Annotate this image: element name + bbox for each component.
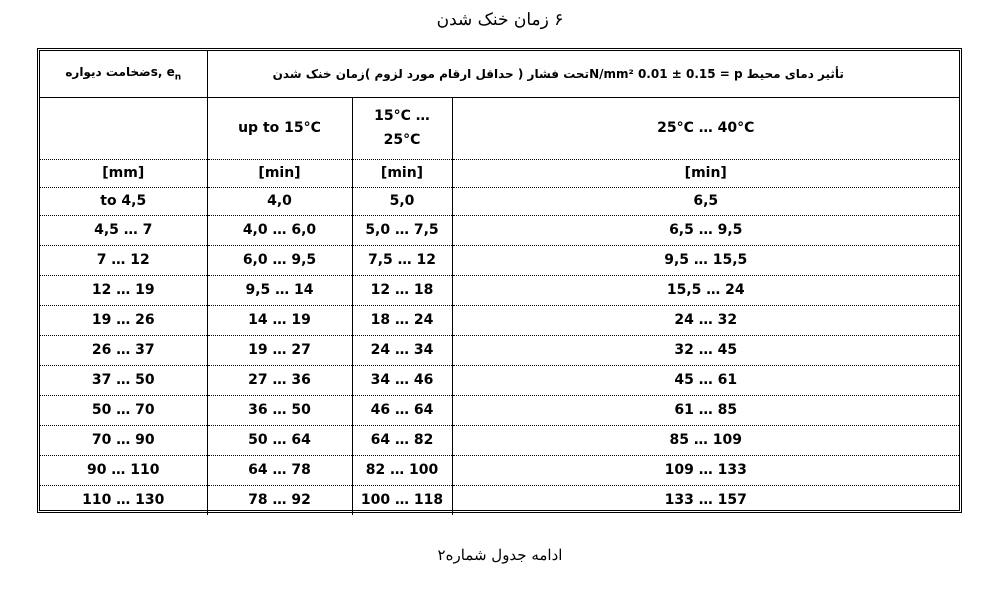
table-row (40, 395, 959, 425)
cooling-time-header: تأثیر دمای محیط N/mm² 0.01 ± 0.15 = pتحت فشار ( حداقل ارقام مورد لزوم )زمان خنک شدن (207, 51, 959, 97)
table-cell: 27 … 36 (207, 365, 352, 395)
table-cell: 70 … 90 (40, 425, 207, 455)
table-cell: to 4,5 (40, 187, 207, 215)
table-cell: 5,0 … 7,5 (352, 215, 452, 245)
table-row (40, 305, 959, 335)
temp-cell-empty (40, 97, 207, 159)
table-row (40, 335, 959, 365)
table-cell: 12 … 19 (40, 275, 207, 305)
temp-up-to-15: up to 15°C (207, 97, 352, 159)
table-cell: 6,5 (452, 187, 959, 215)
table-row (40, 455, 959, 485)
table-cell: 7,5 … 12 (352, 245, 452, 275)
table-cell: 19 … 26 (40, 305, 207, 335)
table-cell: 4,0 (207, 187, 352, 215)
table-cell: 34 … 46 (352, 365, 452, 395)
table-row (40, 485, 959, 515)
table-cell: 109 … 133 (452, 455, 959, 485)
temp-15-25-line1: 15°C … (374, 108, 430, 124)
wall-thickness-header (40, 51, 207, 97)
table-cell: 9,5 … 14 (207, 275, 352, 305)
table-cell: 9,5 … 15,5 (452, 245, 959, 275)
table-cell: 100 … 118 (352, 485, 452, 515)
unit-cell: [min] (207, 159, 352, 187)
table-cell: 78 … 92 (207, 485, 352, 515)
table-row (40, 365, 959, 395)
table-cell: 64 … 78 (207, 455, 352, 485)
temp-25-40: 25°C … 40°C (452, 97, 959, 159)
table-cell: 24 … 34 (352, 335, 452, 365)
table-cell: 110 … 130 (40, 485, 207, 515)
table-row (40, 275, 959, 305)
table-header-row (40, 51, 959, 97)
table-cell: 85 … 109 (452, 425, 959, 455)
table-cell: 133 … 157 (452, 485, 959, 515)
table-cell: 37 … 50 (40, 365, 207, 395)
table-cell: 6,5 … 9,5 (452, 215, 959, 245)
table-cell: 50 … 64 (207, 425, 352, 455)
table-row (40, 215, 959, 245)
table-cell: 50 … 70 (40, 395, 207, 425)
wall-thickness-subscript: n (174, 72, 182, 83)
table-cell: 5,0 (352, 187, 452, 215)
table-row (40, 245, 959, 275)
table-cell: 61 … 85 (452, 395, 959, 425)
page-title: ۶ زمان خنک شدن (436, 10, 564, 30)
cooling-time-table (37, 48, 962, 513)
table-cell: 26 … 37 (40, 335, 207, 365)
table-cell: 12 … 18 (352, 275, 452, 305)
table-cell: 64 … 82 (352, 425, 452, 455)
unit-cell: [mm] (40, 159, 207, 187)
units-row (40, 159, 959, 187)
table-cell: 15,5 … 24 (452, 275, 959, 305)
table-cell: 45 … 61 (452, 365, 959, 395)
table-cell: 18 … 24 (352, 305, 452, 335)
table-row (40, 187, 959, 215)
table-cell: 14 … 19 (207, 305, 352, 335)
table-cell: 46 … 64 (352, 395, 452, 425)
table-cell: 90 … 110 (40, 455, 207, 485)
wall-thickness-label: ضخامت دیواره (65, 65, 151, 80)
table-cell: 82 … 100 (352, 455, 452, 485)
temp-15-25 (352, 97, 452, 159)
unit-cell: [min] (452, 159, 959, 187)
table-row (40, 425, 959, 455)
table-cell: 7 … 12 (40, 245, 207, 275)
temperature-row (40, 97, 959, 159)
wall-thickness-symbol: s, e (150, 65, 175, 80)
table-cell: 4,0 … 6,0 (207, 215, 352, 245)
unit-cell: [min] (352, 159, 452, 187)
table-cell: 24 … 32 (452, 305, 959, 335)
table-cell: 19 … 27 (207, 335, 352, 365)
table-cell: 36 … 50 (207, 395, 352, 425)
table-cell: 6,0 … 9,5 (207, 245, 352, 275)
table-cell: 4,5 … 7 (40, 215, 207, 245)
temp-15-25-line2: 25°C (383, 132, 421, 148)
table-continuation-caption: ادامه جدول شماره۲ (437, 546, 563, 564)
table-cell: 32 … 45 (452, 335, 959, 365)
